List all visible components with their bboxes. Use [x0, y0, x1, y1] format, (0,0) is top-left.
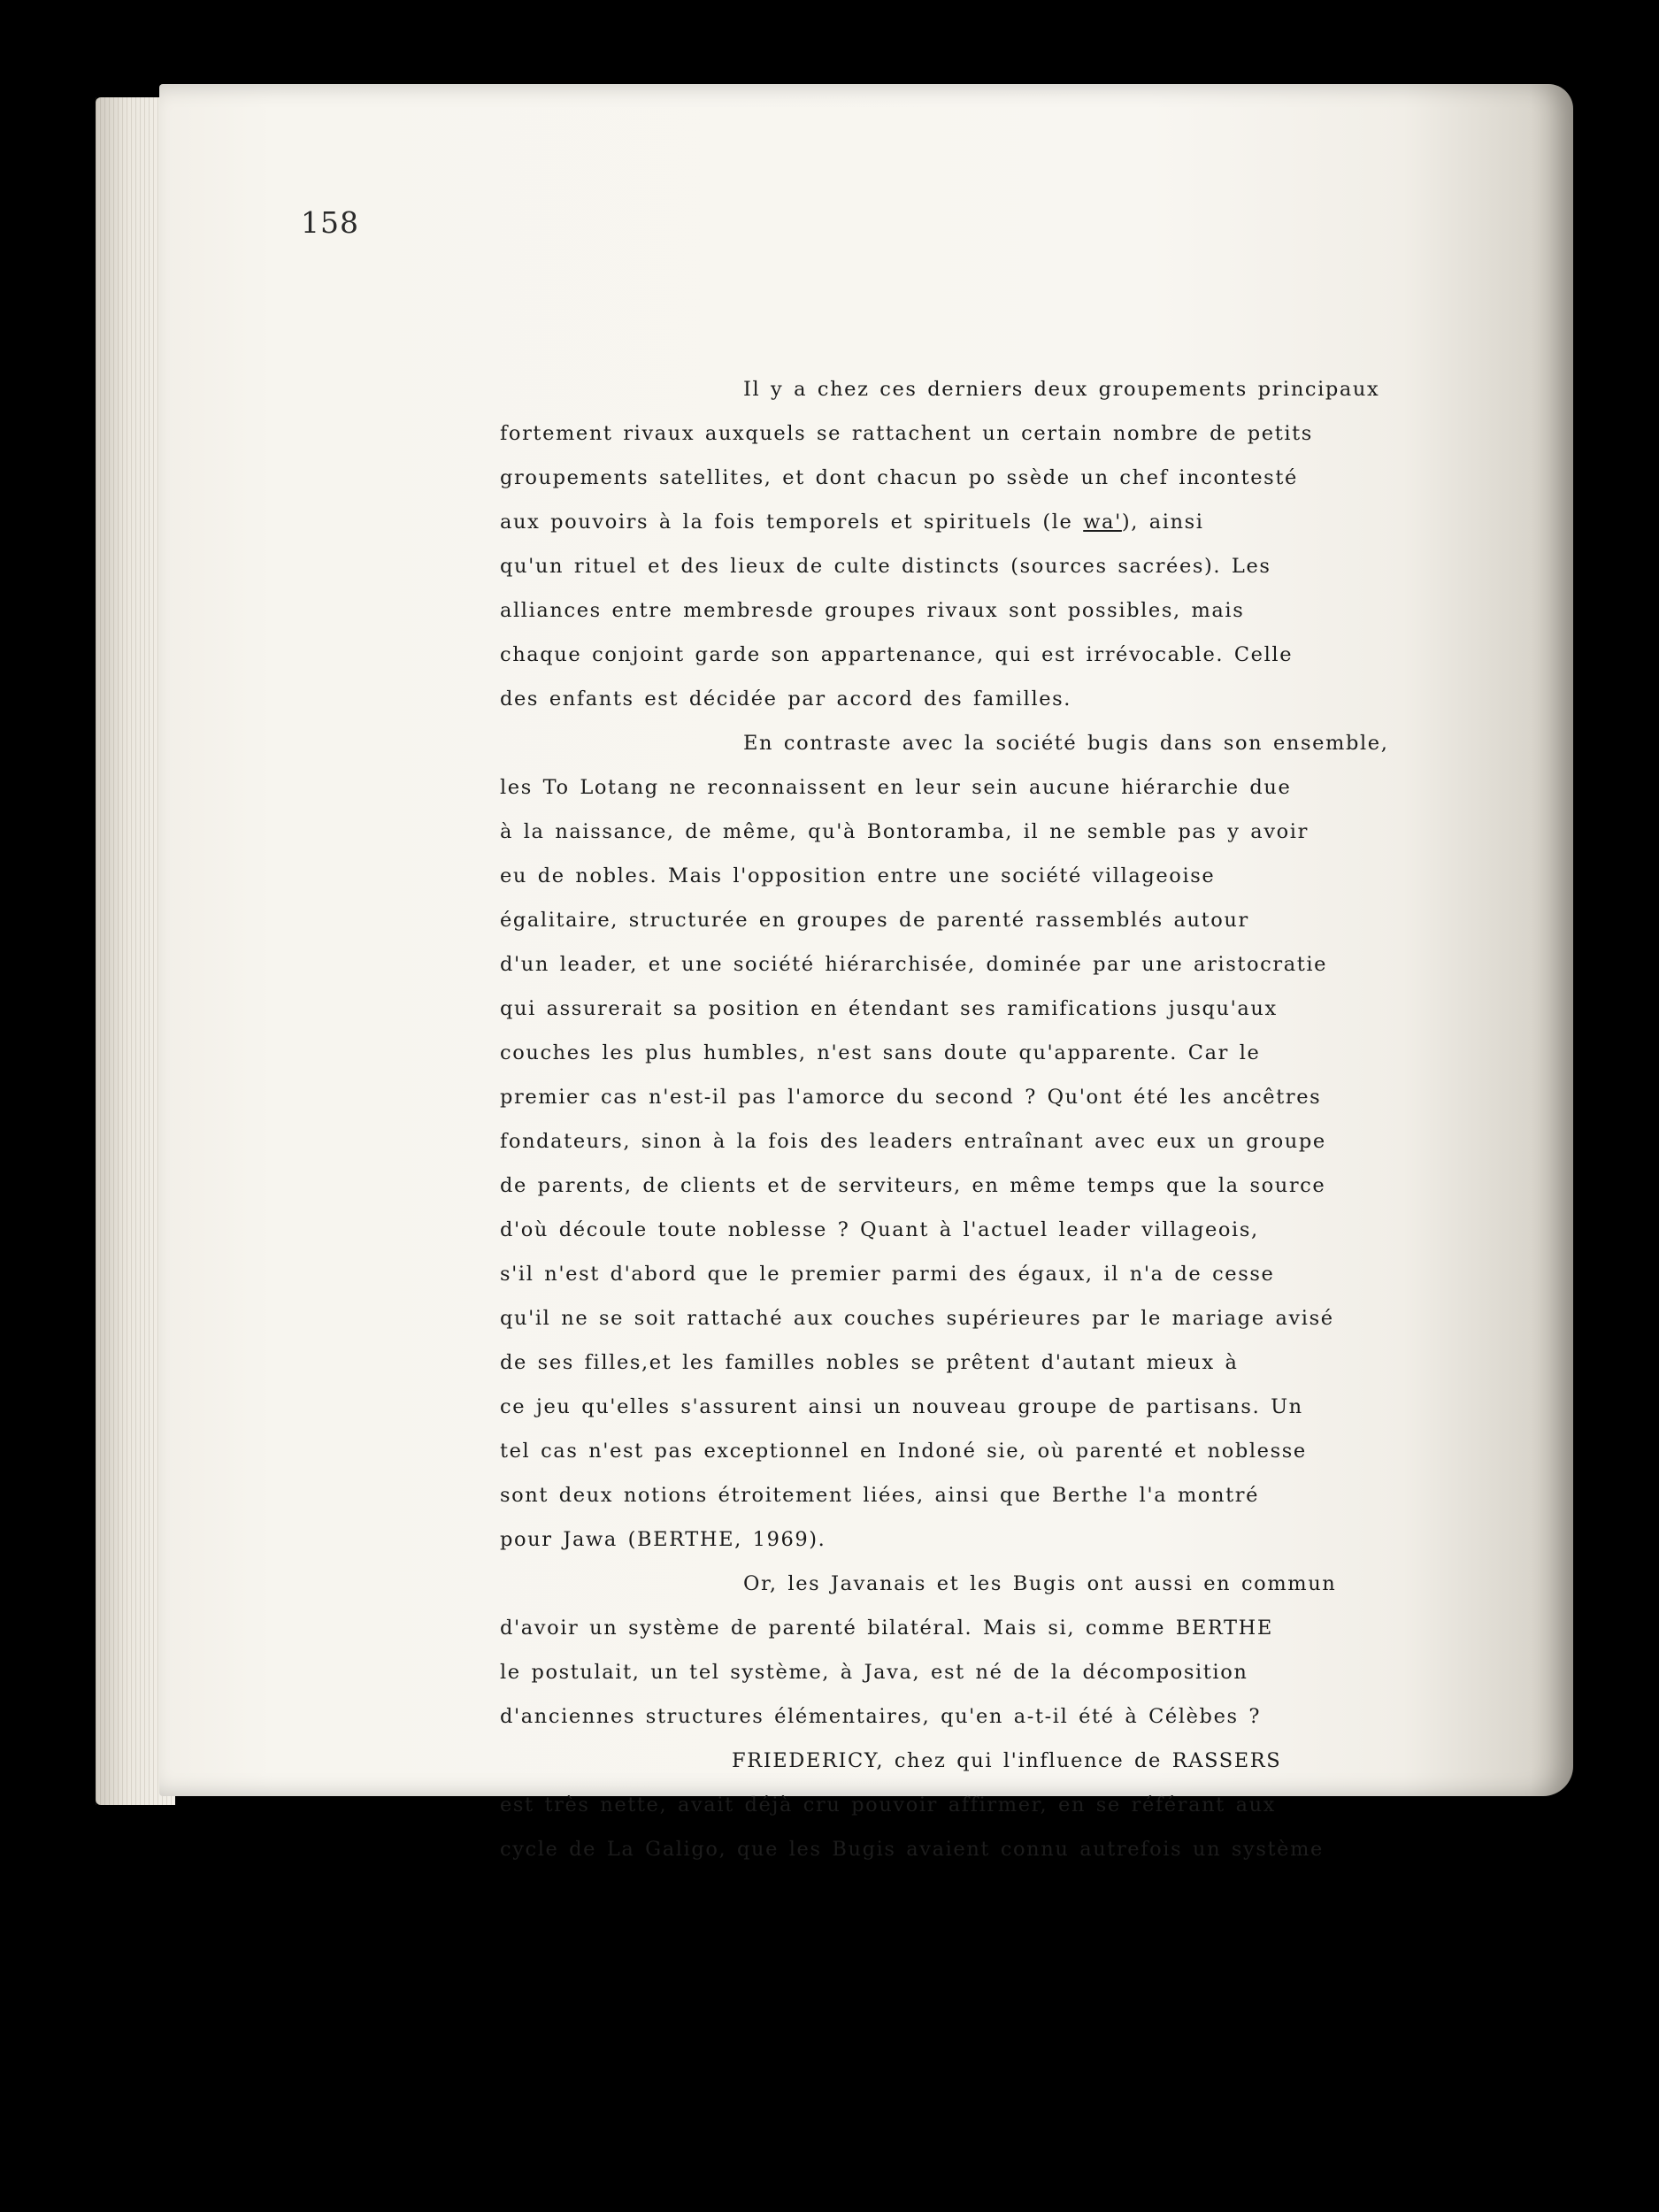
text-line: qui assurerait sa position en étendant ses ramifications jusqu'aux [500, 997, 1278, 1020]
text-fragment: ), ainsi [1121, 511, 1204, 534]
text-line: égalitaire, structurée en groupes de parenté rassemblés autour [500, 909, 1249, 932]
text-line: sont deux notions étroitement liées, ainsi que Berthe l'a montré [500, 1484, 1260, 1507]
text-line: fondateurs, sinon à la fois des leaders entraînant avec eux un groupe [500, 1130, 1326, 1153]
body-text [500, 367, 1482, 1871]
text-line: qu'un rituel et des lieux de culte distincts (sources sacrées). Les [500, 555, 1271, 578]
text-line: des enfants est décidée par accord des familles. [500, 687, 1072, 710]
page-number: 158 [301, 205, 359, 240]
text-line: d'un leader, et une société hiérarchisée, dominée par une aristocratie [500, 953, 1328, 976]
text-line: couches les plus humbles, n'est sans doute qu'apparente. Car le [500, 1041, 1261, 1064]
text-line: pour Jawa (BERTHE, 1969). [500, 1528, 826, 1551]
text-line: Il y a chez ces derniers deux groupements principaux [743, 378, 1380, 401]
text-line: eu de nobles. Mais l'opposition entre une société villageoise [500, 864, 1216, 887]
text-line: ce jeu qu'elles s'assurent ainsi un nouveau groupe de partisans. Un [500, 1395, 1303, 1418]
text-line: d'anciennes structures élémentaires, qu'en a-t-il été à Célèbes ? [500, 1705, 1262, 1728]
text-line: En contraste avec la société bugis dans son ensemble, [743, 732, 1389, 755]
text-line: à la naissance, de même, qu'à Bontoramba, il ne semble pas y avoir [500, 820, 1309, 843]
text-line: s'il n'est d'abord que le premier parmi des égaux, il n'a de cesse [500, 1263, 1275, 1286]
text-line: chaque conjoint garde son appartenance, qui est irrévocable. Celle [500, 643, 1294, 666]
text-line: FRIEDERICY, chez qui l'influence de RASSERS [732, 1749, 1282, 1772]
text-line: le postulait, un tel système, à Java, est né de la décomposition [500, 1661, 1248, 1684]
text-line: fortement rivaux auxquels se rattachent un certain nombre de petits [500, 422, 1313, 445]
text-line: cycle de La Galigo, que les Bugis avaient connu autrefois un système [500, 1838, 1324, 1861]
text-line: alliances entre membresde groupes rivaux sont possibles, mais [500, 599, 1245, 622]
text-line: d'où découle toute noblesse ? Quant à l'actuel leader villageois, [500, 1218, 1259, 1241]
text-line: les To Lotang ne reconnaissent en leur sein aucune hiérarchie due [500, 776, 1292, 799]
text-line: tel cas n'est pas exceptionnel en Indoné sie, où parenté et noblesse [500, 1440, 1307, 1463]
text-line [500, 500, 1482, 544]
text-line: Or, les Javanais et les Bugis ont aussi en commun [743, 1572, 1337, 1595]
text-line: d'avoir un système de parenté bilatéral. Mais si, comme BERTHE [500, 1617, 1273, 1640]
text-line: de ses filles,et les familles nobles se prêtent d'autant mieux à [500, 1351, 1239, 1374]
underlined-term: wa' [1083, 511, 1122, 534]
text-line: premier cas n'est-il pas l'amorce du second ? Qu'ont été les ancêtres [500, 1086, 1322, 1109]
text-line: de parents, de clients et de serviteurs, en même temps que la source [500, 1174, 1326, 1197]
text-line: groupements satellites, et dont chacun po ssède un chef incontesté [500, 466, 1298, 489]
text-fragment: aux pouvoirs à la fois temporels et spirituels (le [500, 511, 1084, 534]
text-line: qu'il ne se soit rattaché aux couches supérieures par le mariage avisé [500, 1307, 1334, 1330]
text-line: est très nette, avait déjà cru pouvoir affirmer, en se référant aux [500, 1793, 1276, 1816]
